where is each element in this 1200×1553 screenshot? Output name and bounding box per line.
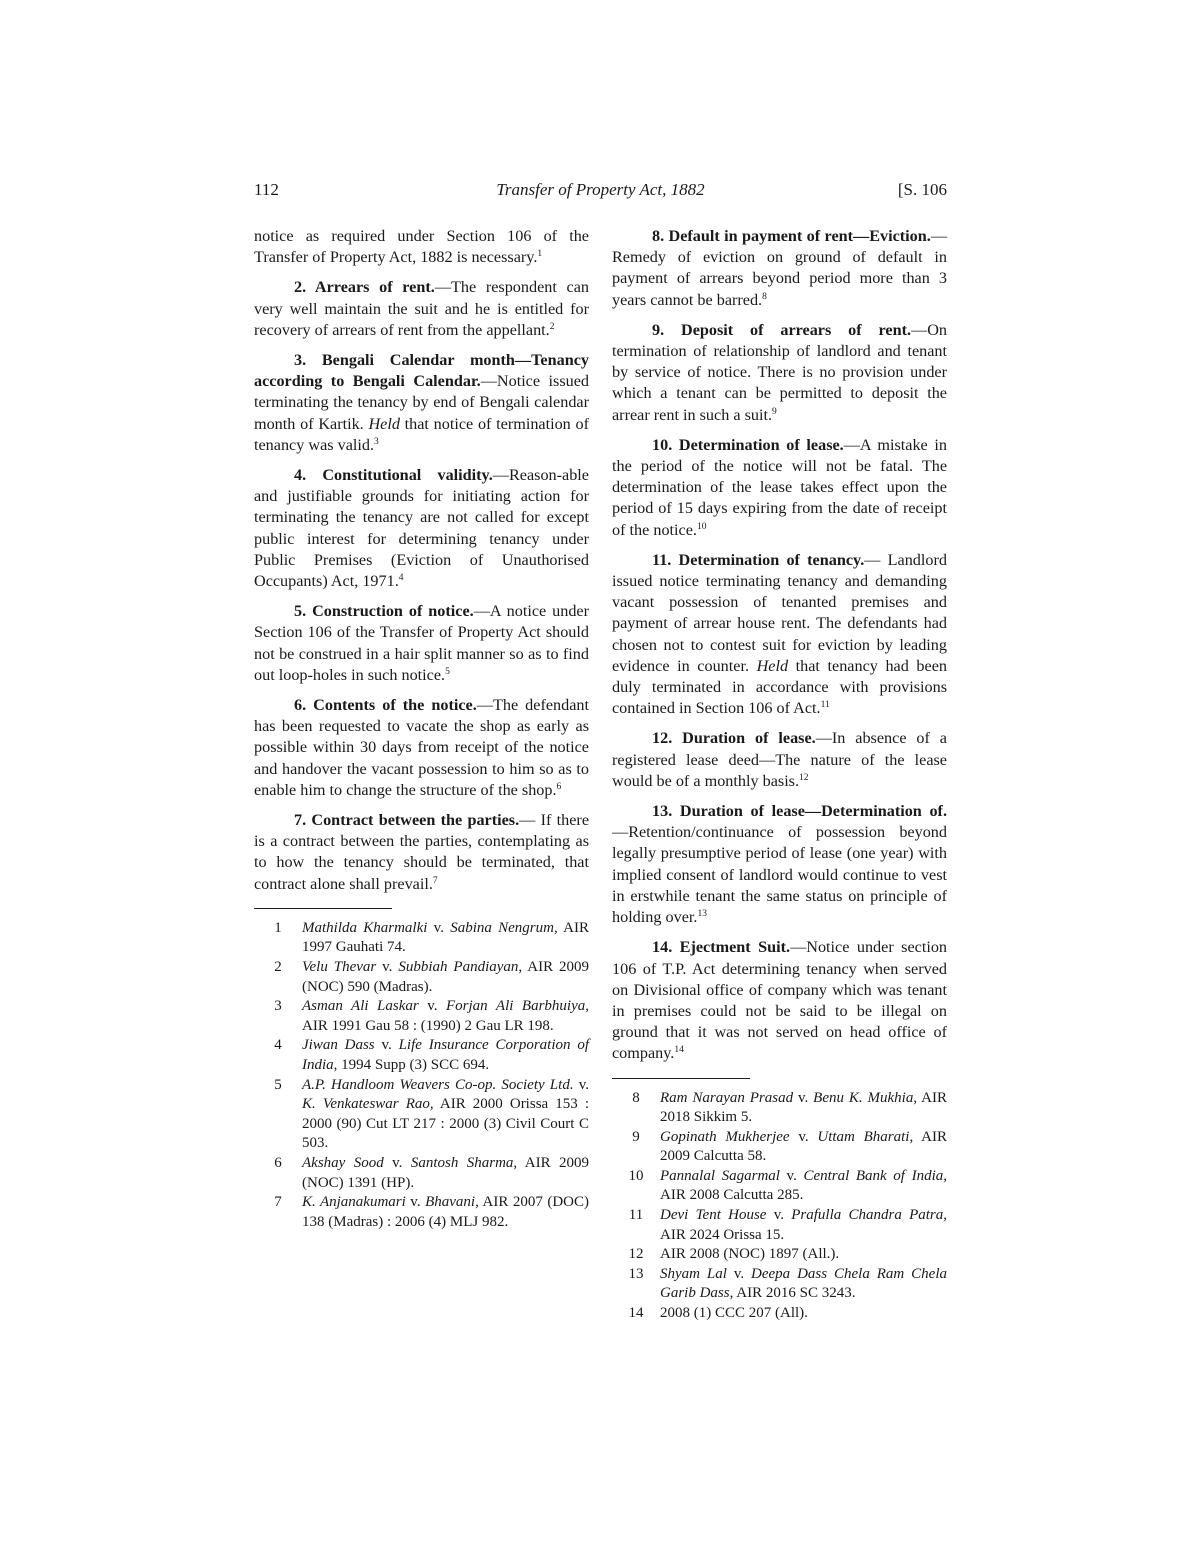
note-text: —In absence of a registered lease deed—The nature of the lease would be of a monthly basis. [612,729,947,790]
footnote [254,1076,589,1154]
note-text: — If there is a contract between the parties, contemplating as to how the tenancy should be terminated, that contract alone shall prevail. [254,811,590,893]
footnote-rule [612,1078,750,1079]
note-paragraph [612,801,947,928]
footnote-citation: 2008 (1) CCC 207 (All). [660,1305,808,1322]
footnote-citation: Jiwan Dass v. Life Insurance Corporation of India, 1994 Supp (3) SCC 694. [302,1037,589,1074]
note-paragraph [254,226,589,268]
footnote [612,1245,947,1265]
footnote-citation: Devi Tent House v. Prafulla Chandra Patra, AIR 2024 Orissa 15. [660,1207,948,1243]
footnote [612,1128,947,1167]
note-heading: 10. Determination of lease. [652,435,844,454]
note-paragraph [612,550,947,720]
note-text: notice as required under Section 106 of the Transfer of Property Act, 1882 is necessary. [254,227,589,267]
footnote-number: 9 [632,1128,640,1145]
footnote-marker: 7 [432,875,438,886]
note-text: —The respondent can very well maintain the suit and he is entitled for recovery of arrears of rent from the appellant. [254,278,590,339]
footnote-number: 7 [274,1194,282,1211]
footnote-rule [254,908,392,909]
left-paragraphs [254,226,589,895]
footnote-marker: 4 [398,573,404,584]
footnote [254,958,589,997]
footnote-citation: Akshay Sood v. Santosh Sharma, AIR 2009 (NOC) 1391 (HP). [302,1155,589,1191]
note-paragraph [254,695,589,801]
footnote-number: 10 [628,1167,644,1184]
footnote-number: 13 [628,1265,644,1282]
section-reference: [S. 106 [897,180,947,199]
footnote-marker: 3 [374,436,379,447]
right-paragraphs [612,226,947,1065]
footnote-number: 5 [274,1076,282,1093]
note-heading: 5. Construction of notice. [294,602,474,621]
footnote [612,1206,947,1245]
left-column [254,226,589,1232]
right-footnotes [612,1089,947,1324]
note-heading: 11. Determination of tenancy. [652,550,865,569]
left-footnotes [254,919,589,1233]
footnote [612,1265,947,1304]
note-paragraph [612,937,947,1064]
note-text: —On termination of relationship of landlord and tenant by service of notice. There is no provision under which a tenant can be permitted to deposit the arrear rent in such a suit. [612,320,947,424]
running-header [254,176,947,204]
footnote-citation: Shyam Lal v. Deepa Dass Chela Ram Chela Garib Dass, AIR 2016 SC 3243. [660,1265,948,1302]
note-paragraph [254,465,589,592]
right-column [612,226,947,1324]
footnote-number: 1 [274,919,282,936]
page-number: 112 [254,180,279,199]
note-text: —The defendant has been requested to vacate the shop as early as possible within 30 days from receipt of the notice and handover the vacant possession to him so as to enable him to change the structure of the shop. [254,696,589,799]
note-text: —A notice under Section 106 of the Transfer of Property Act should not be construed in a hair split manner so as to find out loop-holes in such notice. [254,602,589,684]
footnote-citation: Gopinath Mukherjee v. Uttam Bharati, AIR 2009 Calcutta 58. [660,1128,947,1165]
note-heading: 2. Arrears of rent. [294,278,435,297]
footnote-number: 8 [632,1089,640,1106]
footnote-marker: 1 [537,249,543,260]
footnote-citation: Asman Ali Laskar v. Forjan Ali Barbhuiya, AIR 1991 Gau 58 : (1990) 2 Gau LR 198. [302,998,589,1034]
footnote-number: 6 [274,1155,282,1172]
footnote-marker: 13 [697,909,707,920]
note-paragraph [612,435,947,541]
note-text: —Remedy of eviction on ground of default in payment of arrears beyond period more than 3 years cannot be barred. [612,227,947,309]
note-heading: 7. Contract between the parties. [294,811,520,830]
note-text: —Reason-able and justifiable grounds for initiating action for terminating the tenancy are not called for except public interest for determining tenancy under Public Premises (Eviction of Unauthorised Occupants) Act, 1971. [254,466,589,591]
note-paragraph [612,728,947,792]
running-title: Transfer of Property Act, 1882 [496,180,705,199]
footnote-citation: K. Anjanakumari v. Bhavani, AIR 2007 (DOC) 138 (Madras) : 2006 (4) MLJ 982. [302,1194,590,1230]
footnote-marker: 14 [674,1045,684,1056]
footnote-marker: 6 [556,781,562,792]
footnote [612,1167,947,1206]
note-heading: 4. Constitutional validity. [294,466,493,485]
note-heading: 12. Duration of lease. [652,729,816,748]
footnote-citation: Mathilda Kharmalki v. Sabina Nengrum, AIR 1997 Gauhati 74. [302,919,589,956]
footnote-number: 14 [628,1305,644,1322]
note-heading: 3. Bengali Calendar month—Tenancy according to Bengali Calendar. [254,351,589,391]
footnote-marker: 5 [445,666,450,677]
footnote-marker: 11 [820,700,830,711]
footnote-number: 2 [274,959,282,976]
footnote-number: 4 [274,1037,282,1054]
note-heading: 14. Ejectment Suit. [652,938,791,957]
footnote [254,997,589,1036]
footnote [254,1193,589,1232]
footnote-citation: Velu Thevar v. Subbiah Pandiayan, AIR 2009 (NOC) 590 (Madras). [302,959,589,995]
footnote-number: 3 [274,998,282,1015]
note-paragraph [612,320,947,426]
footnote-marker: 9 [772,406,777,417]
footnote-citation: Ram Narayan Prasad v. Benu K. Mukhia, AIR 2018 Sikkim 5. [660,1089,947,1126]
note-text: —Notice issued terminating the tenancy by end of Bengali calendar month of Kartik. Held that notice of termination of tenancy was valid. [254,372,589,454]
note-heading: 8. Default in payment of rent—Eviction. [652,227,931,245]
footnote-citation: AIR 2008 (NOC) 1897 (All.). [660,1246,840,1263]
footnote [254,919,589,958]
footnote [254,1154,589,1193]
footnote-marker: 8 [762,291,767,302]
note-paragraph [254,601,589,686]
footnote-marker: 10 [696,521,707,532]
footnote-citation: A.P. Handloom Weavers Co-op. Society Ltd. v. K. Venkateswar Rao, AIR 2000 Orissa 153 : 2000 (90) Cut LT 217 : 2000 (3) Civil Court C 503. [302,1076,590,1152]
note-paragraph [612,226,947,311]
note-text: —A mistake in the period of the notice will not be fatal. The determination of the lease takes effect upon the period of 15 days expiring from the date of receipt of the notice. [612,435,947,539]
note-heading: 9. Deposit of arrears of rent. [652,320,912,339]
footnote [254,1036,589,1075]
note-paragraph [254,277,589,341]
footnote [612,1089,947,1128]
note-paragraph [254,350,589,456]
footnote-citation: Pannalal Sagarmal v. Central Bank of India, AIR 2008 Calcutta 285. [660,1167,947,1204]
note-text: —Notice under section 106 of T.P. Act determining tenancy when served on Divisional office of company which was tenant in premises could not be said to be illegal on ground that it was not served on head office of company. [612,938,948,1063]
note-text: —Retention/continuance of possession beyond legally presumptive period of lease (one year) with implied consent of landlord would continue to vest in erstwhile tenant the same status on principle of holding over. [612,823,947,927]
footnote-number: 12 [628,1246,644,1263]
note-heading: 6. Contents of the notice. [294,696,477,715]
footnote-marker: 2 [549,321,555,332]
footnote [612,1304,947,1324]
note-text: — Landlord issued notice terminating tenancy and demanding vacant possession of tenanted premises and payment of arrear house rent. The defendants had chosen not to contest suit for eviction by leading evidence in counter. Held that tenancy had been duly terminated in accordance with provisions contained in Section 106 of Act. [612,550,947,718]
footnote-marker: 12 [799,772,809,783]
footnote-number: 11 [628,1207,644,1224]
note-heading: 13. Duration of lease—Determination of. [652,802,947,821]
note-paragraph [254,810,589,895]
